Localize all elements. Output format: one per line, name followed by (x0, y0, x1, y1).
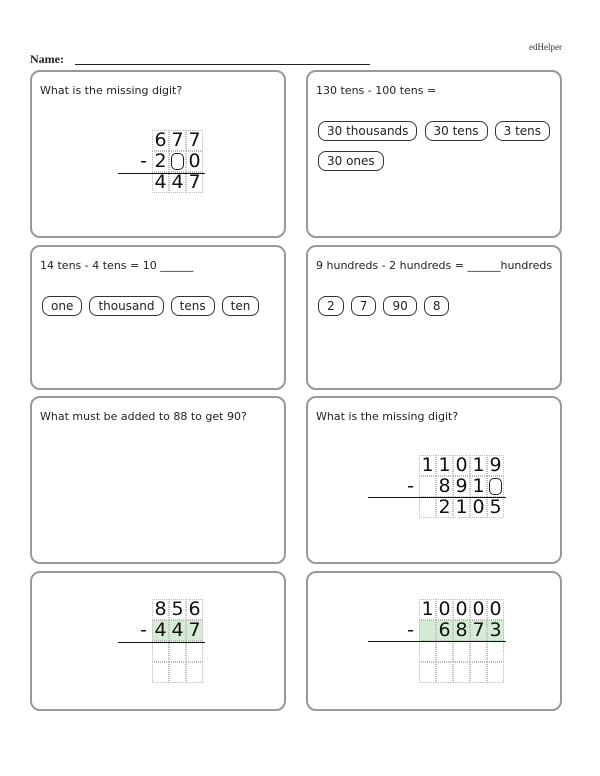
top-digit: 9 (487, 455, 504, 476)
result-digit: 2 (436, 497, 453, 518)
top-digit: 7 (169, 130, 186, 151)
minus-sign: - (140, 150, 147, 172)
top-digit: 1 (419, 455, 436, 476)
sub-digit: 0 (186, 151, 203, 172)
subtraction-grid (118, 599, 203, 683)
top-digit: 0 (453, 455, 470, 476)
top-digit: 0 (453, 599, 470, 620)
answer-option[interactable]: 90 (383, 296, 416, 316)
answer-option[interactable]: 3 tens (495, 121, 550, 141)
sub-digit: 8 (453, 620, 470, 641)
question-text: 14 tens - 4 tens = 10 ______ (40, 259, 194, 272)
answer-cell[interactable] (470, 641, 487, 662)
answer-rule (118, 173, 205, 174)
answer-cell[interactable] (186, 641, 203, 662)
sub-digit: 8 (436, 476, 453, 497)
top-digit: 1 (419, 599, 436, 620)
sub-digit: 9 (453, 476, 470, 497)
top-digit: 6 (186, 599, 203, 620)
minus-sign: - (407, 475, 414, 497)
answer-cell[interactable] (419, 641, 436, 662)
question-text: 130 tens - 100 tens = (316, 84, 437, 97)
subtraction-grid (368, 455, 504, 518)
answer-rule (368, 497, 506, 498)
top-digit: 0 (470, 599, 487, 620)
sub-digit: 1 (470, 476, 487, 497)
problem-card-2 (306, 70, 562, 238)
result-digit: 5 (487, 497, 504, 518)
top-digit: 8 (152, 599, 169, 620)
answer-cell[interactable] (169, 641, 186, 662)
top-digit: 1 (436, 455, 453, 476)
problem-card-5 (30, 396, 286, 564)
sub-digit: 4 (169, 620, 186, 641)
answer-cell[interactable] (436, 641, 453, 662)
problem-card-7 (30, 571, 286, 711)
missing-digit-box[interactable] (487, 476, 504, 497)
result-digit: 0 (470, 497, 487, 518)
answer-option[interactable]: tens (171, 296, 215, 316)
question-text: What is the missing digit? (40, 84, 183, 97)
sub-digit: 4 (152, 620, 169, 641)
sub-digit: 2 (152, 151, 169, 172)
problem-card-4 (306, 245, 562, 390)
answer-options (42, 295, 282, 325)
problem-card-1 (30, 70, 286, 238)
answer-rule (118, 642, 205, 643)
name-label: Name: (30, 52, 64, 66)
name-input-line[interactable] (75, 64, 370, 65)
result-digit: 4 (152, 172, 169, 193)
answer-option[interactable]: 2 (318, 296, 344, 316)
answer-rule (368, 641, 506, 642)
question-text: What must be added to 88 to get 90? (40, 410, 247, 423)
answer-option[interactable]: 30 tens (425, 121, 488, 141)
question-text: 9 hundreds - 2 hundreds = ______hundreds (316, 259, 553, 272)
top-digit: 6 (152, 130, 169, 151)
problem-card-3 (30, 245, 286, 390)
answer-cell[interactable] (152, 641, 169, 662)
top-digit: 0 (487, 599, 504, 620)
brand-label: edHelper (529, 42, 562, 52)
result-digit: 1 (453, 497, 470, 518)
answer-option[interactable]: thousand (89, 296, 163, 316)
top-digit: 7 (186, 130, 203, 151)
top-digit: 0 (436, 599, 453, 620)
sub-digit: 3 (487, 620, 504, 641)
answer-option[interactable]: 30 thousands (318, 121, 417, 141)
result-digit: 4 (169, 172, 186, 193)
sub-digit: 7 (186, 620, 203, 641)
question-text: What is the missing digit? (316, 410, 459, 423)
missing-digit-box[interactable] (169, 151, 186, 172)
answer-cell[interactable] (487, 641, 504, 662)
answer-cell[interactable] (453, 641, 470, 662)
problem-card-6 (306, 396, 562, 564)
minus-sign: - (140, 619, 147, 641)
subtraction-grid (118, 130, 203, 193)
problem-card-8 (306, 571, 562, 711)
sub-digit: 7 (470, 620, 487, 641)
answer-option[interactable]: 7 (351, 296, 377, 316)
answer-option[interactable]: 30 ones (318, 151, 384, 171)
result-digit: 7 (186, 172, 203, 193)
answer-option[interactable]: one (42, 296, 82, 316)
answer-options (318, 120, 558, 180)
answer-option[interactable]: 8 (424, 296, 450, 316)
answer-option[interactable]: ten (222, 296, 260, 316)
sub-digit: 6 (436, 620, 453, 641)
top-digit: 1 (470, 455, 487, 476)
top-digit: 5 (169, 599, 186, 620)
answer-options (318, 295, 558, 325)
minus-sign: - (407, 619, 414, 641)
